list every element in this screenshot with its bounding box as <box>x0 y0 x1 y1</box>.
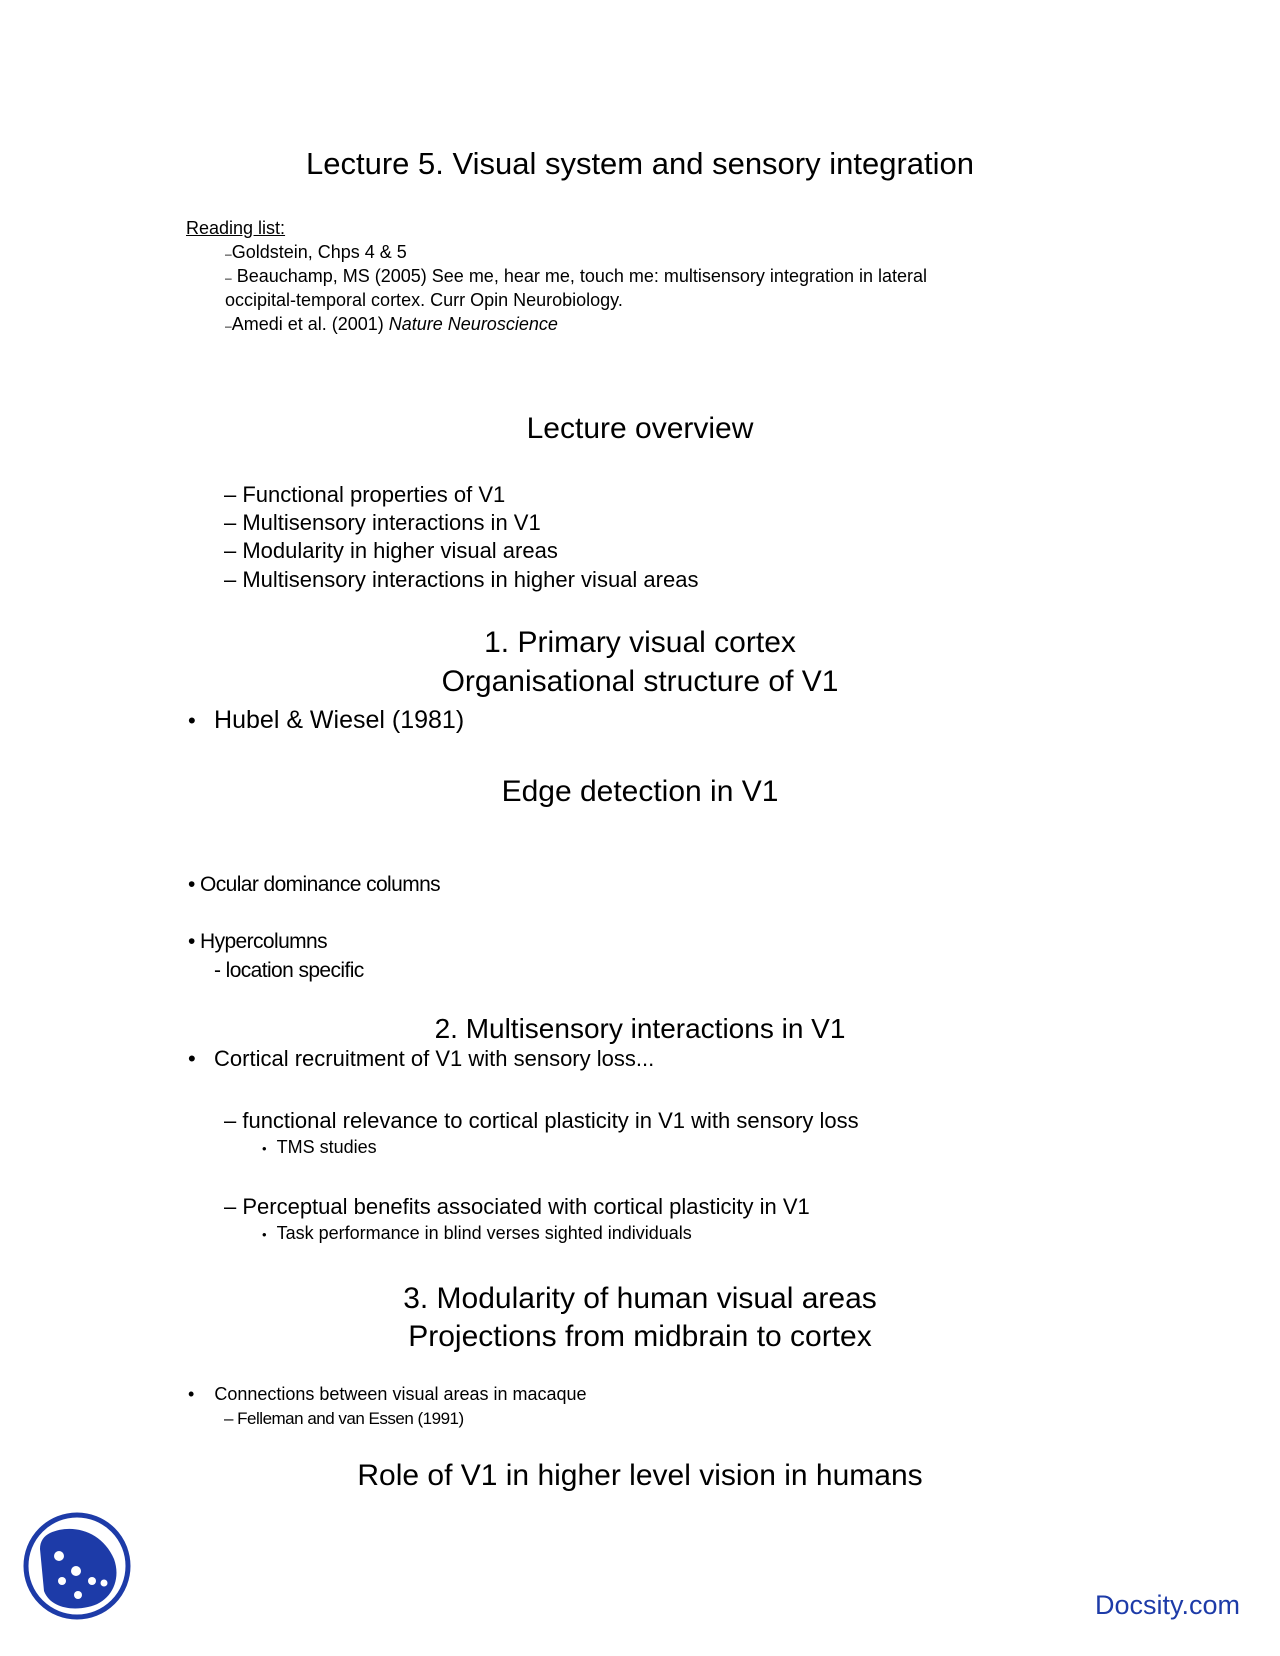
docsity-logo-icon <box>22 1511 132 1621</box>
role-heading: Role of V1 in higher level vision in humans <box>357 1459 923 1492</box>
reading-list-heading: Reading list: <box>186 218 286 238</box>
section3-heading-line2: Projections from midbrain to cortex <box>408 1320 872 1353</box>
sub-felleman: – Felleman and van Essen (1991) <box>224 1409 464 1428</box>
reading-list-item: – Beauchamp, MS (2005) See me, hear me, touch me: multisensory integration in lateral <box>225 266 928 286</box>
bullet-cortical-recruitment: • Cortical recruitment of V1 with sensory loss... <box>188 1046 655 1071</box>
overview-item: – Multisensory interactions in V1 <box>224 510 541 535</box>
bullet-connections-macaque: • Connections between visual areas in macaque <box>188 1384 587 1404</box>
bullet-ocular-dominance: • Ocular dominance columns <box>188 873 441 896</box>
reading-list-item: –Amedi et al. (2001) Nature Neuroscience <box>225 314 558 334</box>
section1-heading-line2: Organisational structure of V1 <box>441 665 839 698</box>
bullet-hubel-wiesel: • Hubel & Wiesel (1981) <box>188 706 465 734</box>
section2-heading: 2. Multisensory interactions in V1 <box>434 1013 846 1044</box>
sub-perceptual-benefits: – Perceptual benefits associated with cortical plasticity in V1 <box>224 1194 810 1219</box>
overview-item: – Functional properties of V1 <box>224 482 506 507</box>
overview-item: – Multisensory interactions in higher visual areas <box>224 567 699 592</box>
section1-heading-line1: 1. Primary visual cortex <box>484 626 796 659</box>
bullet-hypercolumns: • Hypercolumns <box>188 930 328 953</box>
reading-list-item: –Goldstein, Chps 4 & 5 <box>225 242 407 262</box>
docsity-brand-link[interactable]: Docsity.com <box>1095 1590 1241 1620</box>
sub-functional-relevance: – functional relevance to cortical plasticity in V1 with sensory loss <box>224 1108 859 1133</box>
sub-location-specific: - location specific <box>214 959 364 982</box>
page-title: Lecture 5. Visual system and sensory integration <box>305 146 974 181</box>
sub-bullet-tms: • TMS studies <box>262 1137 377 1157</box>
overview-item: – Modularity in higher visual areas <box>224 538 558 563</box>
overview-heading: Lecture overview <box>526 412 754 445</box>
edge-heading: Edge detection in V1 <box>501 775 779 808</box>
section3-heading-line1: 3. Modularity of human visual areas <box>403 1282 877 1315</box>
sub-bullet-task-performance: • Task performance in blind verses sighted individuals <box>262 1223 692 1243</box>
reading-list-item: occipital-temporal cortex. Curr Opin Neurobiology. <box>225 290 623 310</box>
